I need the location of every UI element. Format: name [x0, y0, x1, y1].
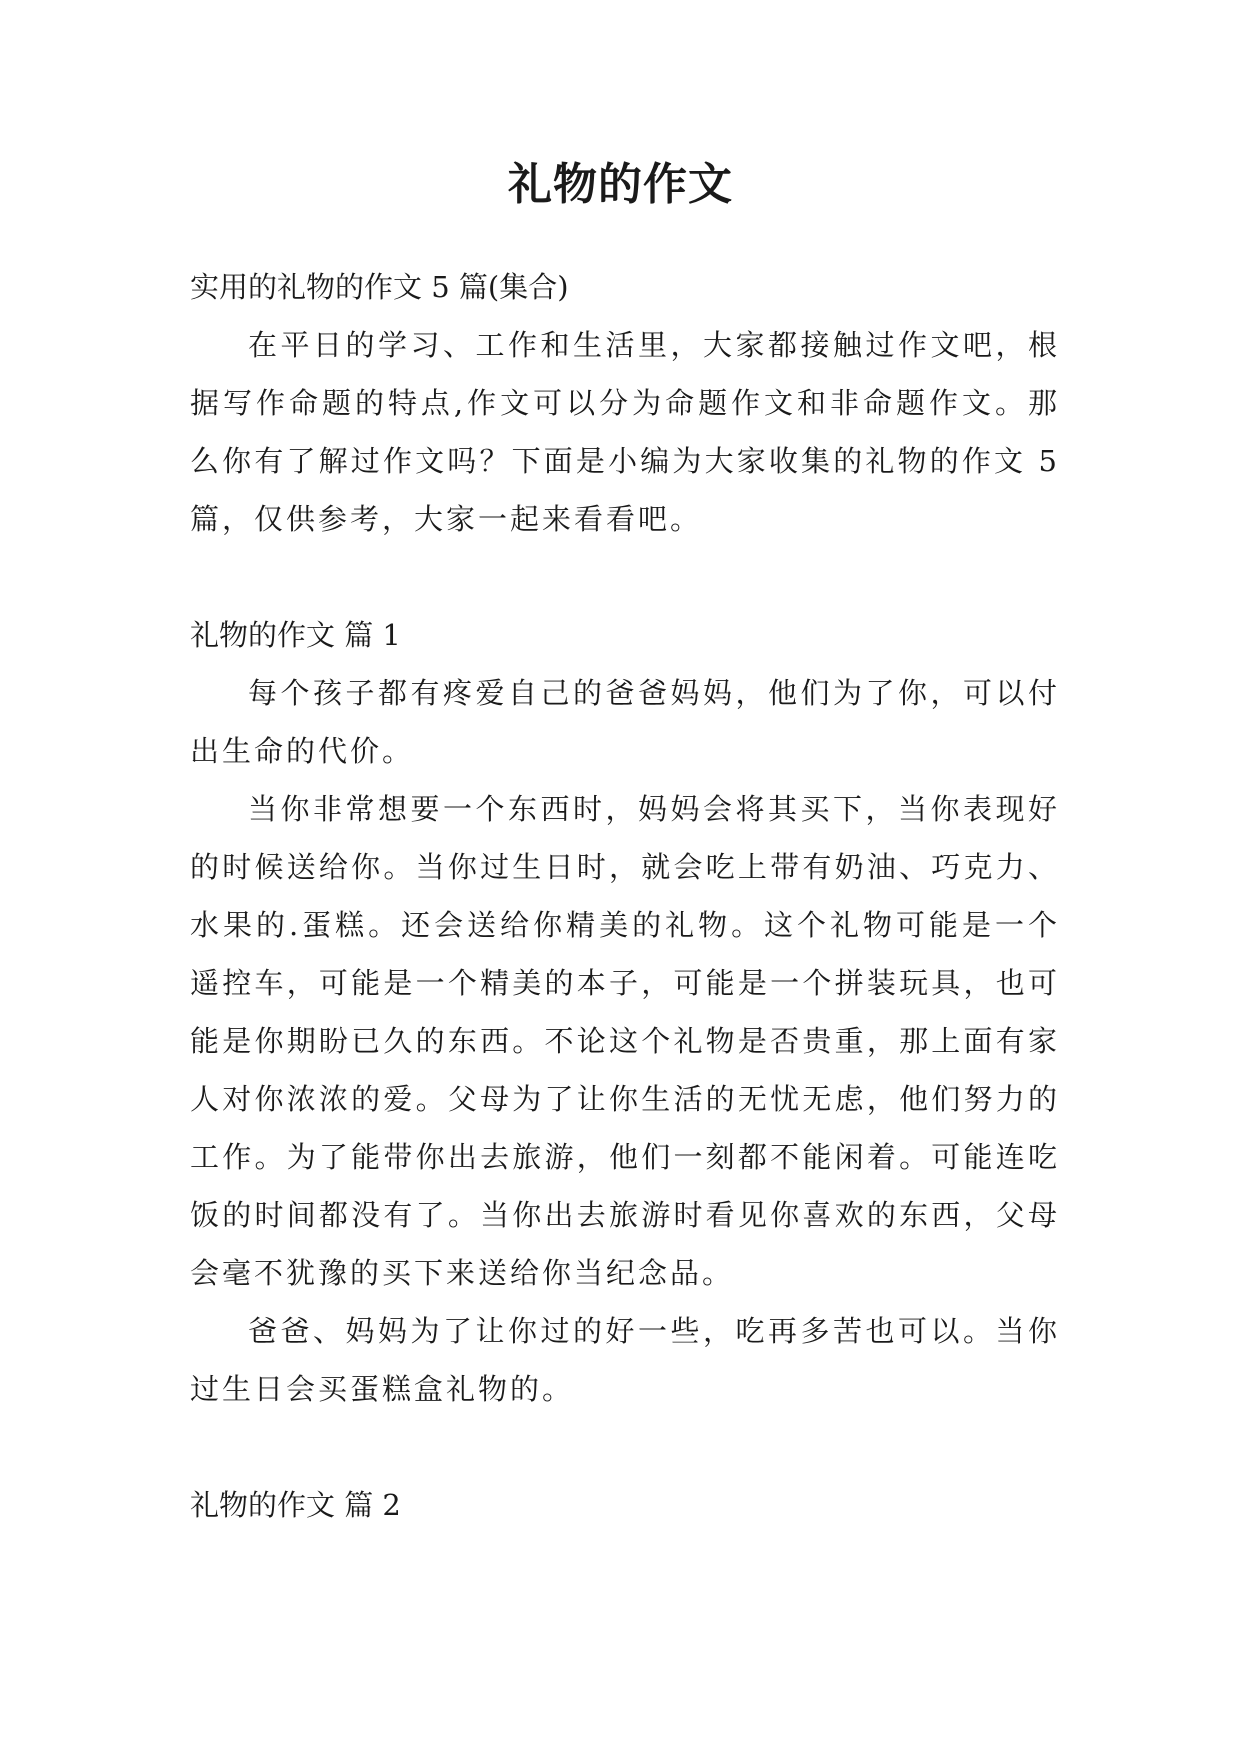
- section-1-paragraph-3: 爸爸、妈妈为了让你过的好一些，吃再多苦也可以。当你过生日会买蛋糕盒礼物的。: [190, 1314, 1060, 1406]
- document-body: [190, 258, 1060, 1534]
- section-1-paragraph-1: 每个孩子都有疼爱自己的爸爸妈妈，他们为了你，可以付出生命的代价。: [190, 676, 1060, 768]
- section-heading-1: 礼物的作文 篇 1: [190, 618, 401, 652]
- intro-paragraph: 在平日的学习、工作和生活里，大家都接触过作文吧，根据写作命题的特点,作文可以分为命题作文和非命题作文。那么你有了解过作文吗？下面是小编为大家收集的礼物的作文 5 篇，仅供参考，大家一起来看看吧。: [190, 328, 1060, 536]
- section-heading-2: 礼物的作文 篇 2: [190, 1488, 401, 1522]
- section-1-paragraph-2: 当你非常想要一个东西时，妈妈会将其买下，当你表现好的时候送给你。当你过生日时，就会吃上带有奶油、巧克力、水果的.蛋糕。还会送给你精美的礼物。这个礼物可能是一个遥控车，可能是一个精美的本子，可能是一个拼装玩具，也可能是你期盼已久的东西。不论这个礼物是否贵重，那上面有家人对你浓浓的爱。父母为了让你生活的无忧无虑，他们努力的工作。为了能带你出去旅游，他们一刻都不能闲着。可能连吃饭的时间都没有了。当你出去旅游时看见你喜欢的东西，父母会毫不犹豫的买下来送给你当纪念品。: [190, 792, 1060, 1290]
- document-subtitle: 实用的礼物的作文 5 篇(集合): [190, 270, 569, 304]
- document-title: 礼物的作文: [508, 159, 733, 210]
